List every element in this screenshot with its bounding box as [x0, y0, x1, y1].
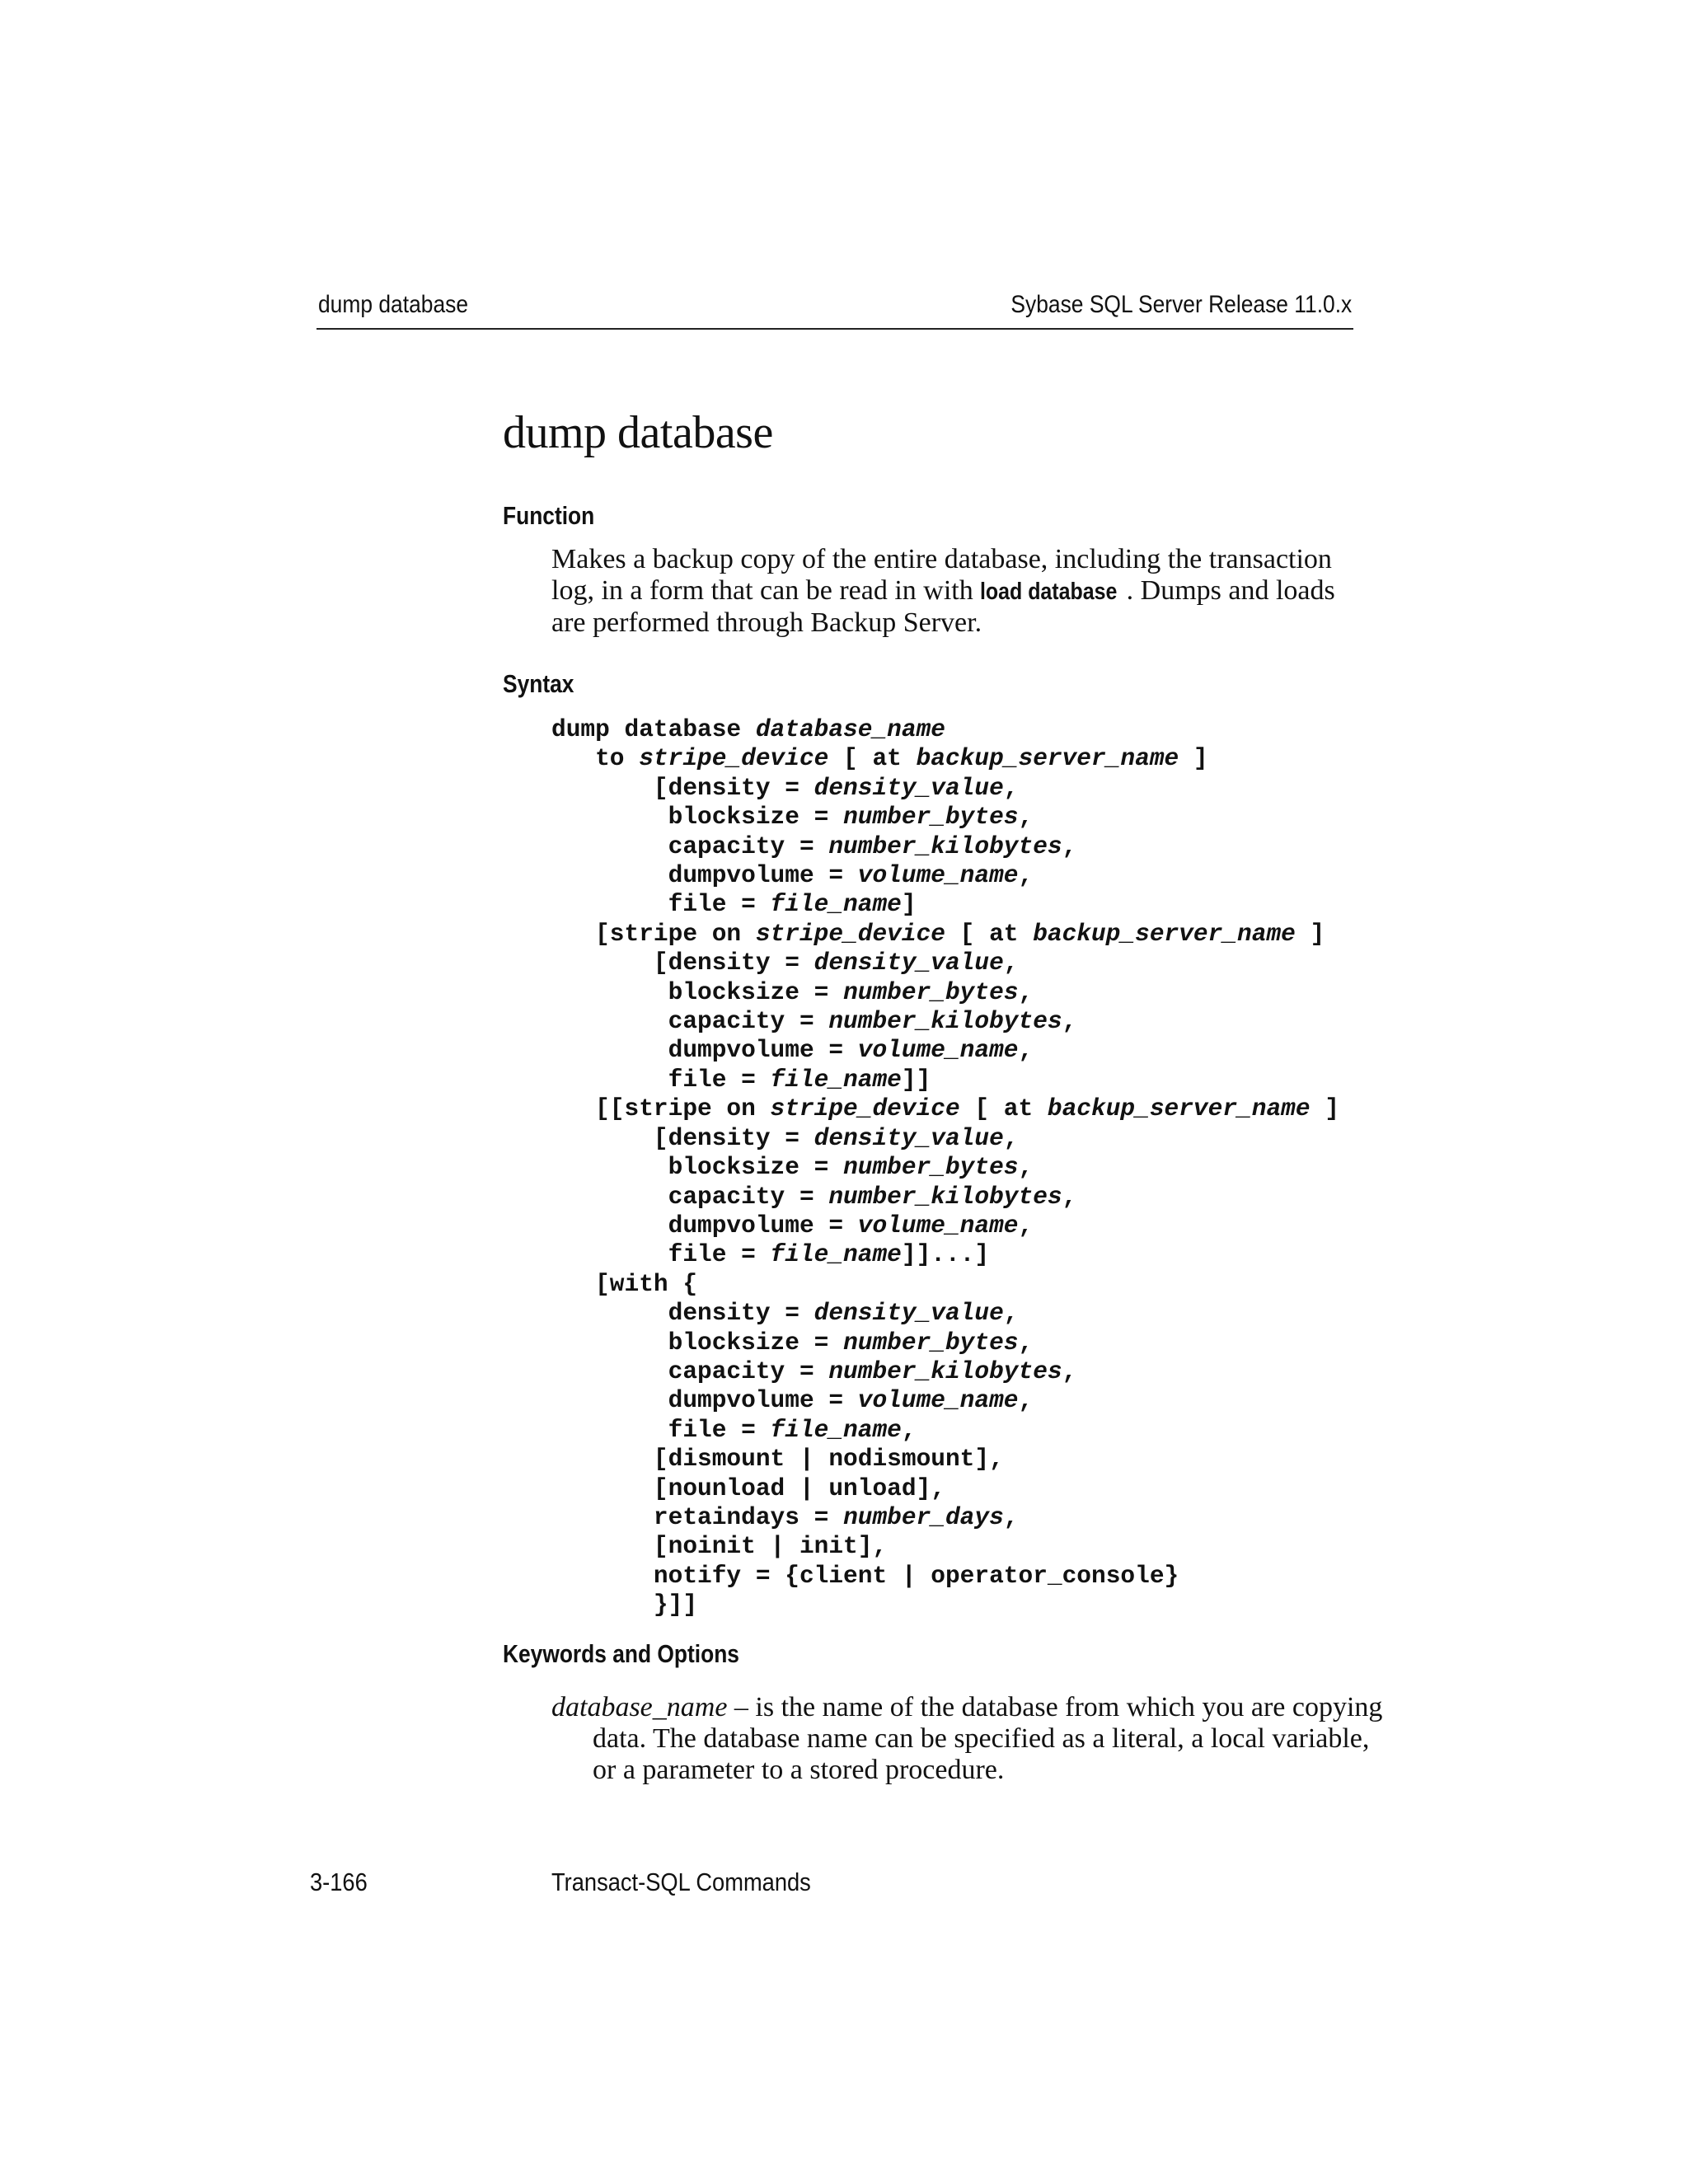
- syntax-keyword-text: ]]: [901, 1065, 931, 1094]
- syntax-keyword-text: ,: [1003, 1123, 1019, 1152]
- syntax-variable: stripe_device: [770, 1094, 960, 1123]
- syntax-keyword-text: file =: [551, 1415, 771, 1444]
- syntax-keyword-text: to: [551, 744, 640, 773]
- function-description: [551, 544, 1363, 639]
- syntax-line: [551, 978, 1033, 1006]
- syntax-keyword-text: ,: [1062, 1007, 1077, 1036]
- syntax-line: [551, 1386, 1033, 1414]
- syntax-line: [551, 1153, 1033, 1181]
- syntax-line: [551, 1591, 697, 1619]
- syntax-keyword-text: density =: [551, 1299, 814, 1328]
- syntax-keyword-text: blocksize =: [551, 803, 844, 832]
- syntax-line: [551, 890, 917, 918]
- syntax-variable: number_kilobytes: [828, 1007, 1062, 1036]
- syntax-keyword-text: notify = {client | operator_console}: [551, 1561, 1179, 1590]
- syntax-keyword-text: capacity =: [551, 1357, 829, 1385]
- syntax-line: [551, 1503, 1019, 1531]
- syntax-keyword-text: ]: [1295, 919, 1325, 948]
- syntax-keyword-text: file =: [551, 890, 771, 919]
- syntax-keyword-text: file =: [551, 1240, 771, 1269]
- syntax-variable: volume_name: [857, 1386, 1019, 1415]
- syntax-keyword-text: blocksize =: [551, 1328, 844, 1357]
- footer-chapter-title: Transact-SQL Commands: [551, 1868, 811, 1896]
- syntax-line: [551, 861, 1033, 889]
- syntax-keyword-text: ]: [901, 890, 917, 919]
- syntax-keyword-text: dumpvolume =: [551, 861, 858, 890]
- syntax-variable: number_kilobytes: [828, 832, 1062, 860]
- page-title: dump database: [503, 407, 773, 458]
- footer-page-number: 3-166: [310, 1868, 368, 1896]
- syntax-variable: density_value: [814, 1299, 1004, 1328]
- syntax-keyword-text: [stripe on: [551, 919, 756, 948]
- syntax-keyword-text: ]: [1310, 1094, 1339, 1123]
- syntax-line: [551, 774, 1019, 802]
- syntax-keyword-text: blocksize =: [551, 977, 844, 1006]
- syntax-line: [551, 1270, 697, 1298]
- syntax-keyword-text: ,: [1018, 1211, 1034, 1240]
- syntax-variable: backup_server_name: [1033, 919, 1296, 948]
- syntax-keyword-text: blocksize =: [551, 1153, 844, 1182]
- syntax-line: [551, 1007, 1076, 1035]
- syntax-variable: density_value: [814, 949, 1004, 977]
- syntax-keyword-text: ,: [1018, 861, 1034, 890]
- syntax-keyword-text: [[stripe on: [551, 1094, 771, 1123]
- syntax-line: [551, 1474, 945, 1502]
- syntax-keyword-text: ,: [1018, 803, 1034, 832]
- syntax-variable: volume_name: [857, 1211, 1019, 1240]
- syntax-keyword-text: ,: [1003, 773, 1019, 802]
- syntax-variable: number_kilobytes: [828, 1182, 1062, 1211]
- syntax-variable: number_bytes: [843, 1153, 1019, 1182]
- syntax-line: [551, 1299, 1019, 1327]
- syntax-keyword-text: [ at: [959, 1094, 1048, 1123]
- syntax-keyword-text: retaindays =: [551, 1502, 844, 1531]
- syntax-keyword-text: file =: [551, 1065, 771, 1094]
- syntax-line: [551, 832, 1076, 860]
- syntax-keyword-text: [noinit | init],: [551, 1532, 888, 1561]
- syntax-keyword-text: [ at: [945, 919, 1034, 948]
- syntax-keyword-text: ,: [1018, 977, 1034, 1006]
- syntax-line: [551, 1183, 1076, 1211]
- syntax-line: [551, 1212, 1033, 1240]
- syntax-keyword-text: ,: [1003, 949, 1019, 977]
- syntax-line: [551, 949, 1019, 977]
- syntax-keyword-text: }]]: [551, 1591, 698, 1619]
- syntax-variable: backup_server_name: [916, 744, 1179, 773]
- load-database-command: load database: [980, 579, 1118, 605]
- syntax-variable: file_name: [770, 1415, 902, 1444]
- syntax-variable: stripe_device: [755, 919, 945, 948]
- syntax-keyword-text: ,: [1062, 1182, 1077, 1211]
- syntax-variable: stripe_device: [639, 744, 829, 773]
- syntax-keyword-text: ,: [1062, 832, 1077, 860]
- function-heading: Function: [503, 501, 595, 530]
- syntax-line: [551, 1329, 1033, 1357]
- syntax-keyword-text: ,: [1018, 1036, 1034, 1065]
- syntax-line: [551, 715, 945, 743]
- syntax-variable: file_name: [770, 1240, 902, 1269]
- syntax-keyword-text: ]: [1179, 744, 1208, 773]
- syntax-keyword-text: ,: [1062, 1357, 1077, 1385]
- syntax-keyword-text: [density =: [551, 949, 814, 977]
- header-section-name: dump database: [318, 291, 469, 318]
- syntax-variable: database_name: [755, 715, 945, 743]
- keyword-description: – is the name of the database from which you are copying data. The database name can be specified as a literal, a local variable, or a parameter to a stored procedure.: [593, 1692, 1383, 1785]
- syntax-keyword-text: dump database: [551, 715, 756, 743]
- keyword-term: database_name: [551, 1692, 728, 1722]
- syntax-line: [551, 920, 1325, 948]
- syntax-keyword-text: ,: [1018, 1153, 1034, 1182]
- syntax-keyword-text: dumpvolume =: [551, 1036, 858, 1065]
- syntax-variable: volume_name: [857, 1036, 1019, 1065]
- syntax-keyword-text: capacity =: [551, 1007, 829, 1036]
- syntax-line: [551, 803, 1033, 831]
- syntax-line: [551, 1562, 1179, 1590]
- syntax-keyword-text: [with {: [551, 1269, 698, 1298]
- syntax-variable: file_name: [770, 890, 902, 919]
- syntax-keyword-text: ,: [1018, 1386, 1034, 1415]
- syntax-variable: backup_server_name: [1047, 1094, 1311, 1123]
- syntax-keyword-text: ,: [901, 1415, 917, 1444]
- syntax-variable: number_bytes: [843, 803, 1019, 832]
- header-product-release: Sybase SQL Server Release 11.0.x: [1010, 291, 1352, 318]
- syntax-variable: number_days: [843, 1502, 1004, 1531]
- running-header: [316, 288, 1353, 330]
- syntax-variable: file_name: [770, 1065, 902, 1094]
- syntax-line: [551, 1240, 989, 1268]
- syntax-keyword-text: [density =: [551, 1123, 814, 1152]
- syntax-keyword-text: [density =: [551, 773, 814, 802]
- syntax-line: [551, 1416, 917, 1444]
- syntax-keyword-text: ,: [1018, 1328, 1034, 1357]
- syntax-keyword-text: capacity =: [551, 1182, 829, 1211]
- syntax-keyword-text: ,: [1003, 1299, 1019, 1328]
- syntax-variable: density_value: [814, 1123, 1004, 1152]
- syntax-variable: volume_name: [857, 861, 1019, 890]
- syntax-heading: Syntax: [503, 669, 574, 698]
- syntax-line: [551, 744, 1208, 772]
- syntax-block: [551, 715, 1339, 1620]
- function-text-after: . Dumps and loads are performed through Backup Server.: [551, 575, 1335, 638]
- syntax-line: [551, 1066, 931, 1094]
- syntax-keyword-text: dumpvolume =: [551, 1211, 858, 1240]
- syntax-variable: number_kilobytes: [828, 1357, 1062, 1385]
- syntax-line: [551, 1532, 887, 1560]
- syntax-keyword-text: [nounload | unload],: [551, 1474, 945, 1502]
- syntax-variable: number_bytes: [843, 1328, 1019, 1357]
- syntax-line: [551, 1094, 1339, 1122]
- syntax-line: [551, 1445, 1004, 1473]
- syntax-keyword-text: [ at: [828, 744, 917, 773]
- keyword-entry: [551, 1692, 1388, 1786]
- function-text-before: Makes a backup copy of the entire database, including the transaction log, in a form that can be read in with: [551, 544, 1332, 606]
- syntax-line: [551, 1036, 1033, 1064]
- syntax-keyword-text: ]]...]: [901, 1240, 990, 1269]
- syntax-keyword-text: [dismount | nodismount],: [551, 1445, 1004, 1474]
- syntax-keyword-text: ,: [1003, 1502, 1019, 1531]
- syntax-line: [551, 1124, 1019, 1152]
- syntax-line: [551, 1357, 1076, 1385]
- keywords-heading: Keywords and Options: [503, 1639, 739, 1668]
- syntax-keyword-text: dumpvolume =: [551, 1386, 858, 1415]
- syntax-keyword-text: capacity =: [551, 832, 829, 860]
- syntax-variable: number_bytes: [843, 977, 1019, 1006]
- syntax-variable: density_value: [814, 773, 1004, 802]
